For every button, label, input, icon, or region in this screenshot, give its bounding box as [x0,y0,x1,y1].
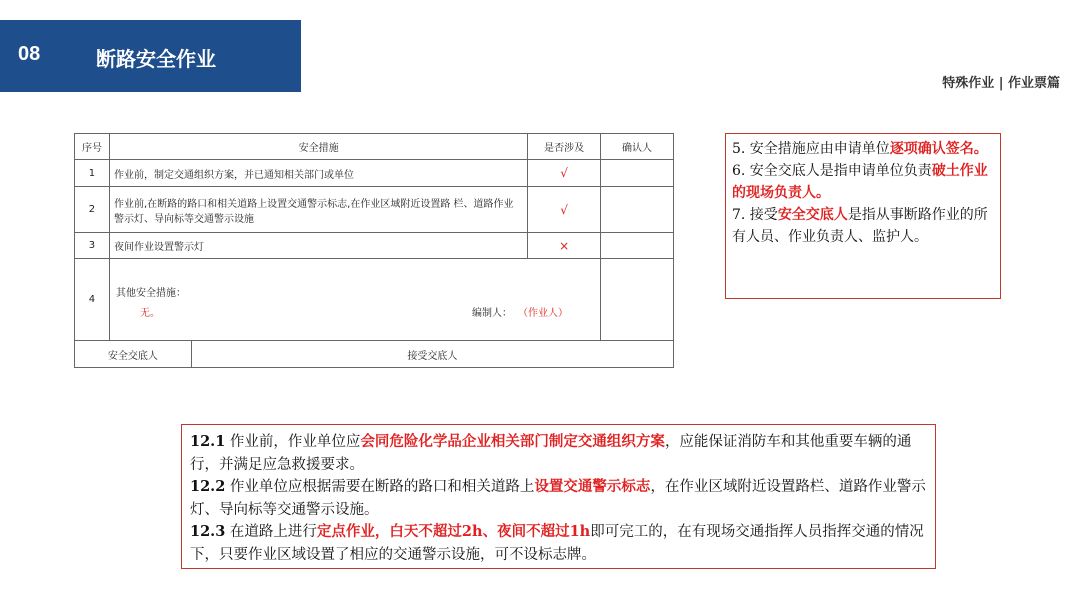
row-measure: 作业前，制定交通组织方案，并已通知相关部门或单位 [109,160,527,187]
regulation-12-2: 12.2 作业单位应根据需要在断路的路口和相关道路上设置交通警示标志，在作业区域附近设置路栏、道路作业警示灯、导向标等交通警示设施。 [190,478,926,518]
side-note [725,133,1001,299]
regulation-note [181,424,936,569]
table-row [75,160,674,187]
row-no: 3 [75,233,110,259]
row-no: 2 [75,187,110,233]
confirmer-cell[interactable] [601,233,674,259]
author-value: （作业人） [517,307,568,319]
section-number: 08 [18,43,41,65]
header-no: 序号 [75,134,110,160]
other-measures-cell [109,259,600,341]
other-measures-label: 其他安全措施： [115,287,186,299]
row-no: 1 [75,160,110,187]
briefing-receiver-label: 接受交底人 [191,341,673,368]
cross-mark: × [528,233,601,259]
confirmer-cell[interactable] [601,187,674,233]
check-mark: √ [528,160,601,187]
table-row [75,233,674,259]
note-item-7: 7. 接受安全交底人是指从事断路作业的所有人员、作业负责人、监护人。 [732,207,988,245]
header-measure: 安全措施 [109,134,527,160]
confirmer-cell[interactable] [601,259,674,341]
table-row-other [75,259,674,341]
table-header-row [75,134,674,160]
table-footer-row [75,341,674,368]
row-no: 4 [75,259,110,341]
table-row [75,187,674,233]
row-measure: 作业前,在断路的路口和相关道路上设置交通警示标志,在作业区域附近设置路 栏、道路作业警示灯、导向标等交通警示设施 [109,187,527,233]
safety-measures-table [74,133,674,368]
other-measures-value: 无。 [139,307,160,319]
author-label: 编制人： [471,307,512,319]
breadcrumb: 特殊作业 | 作业票篇 [942,76,1060,91]
section-header [0,20,301,92]
confirmer-cell[interactable] [601,160,674,187]
note-item-5: 5. 安全措施应由申请单位逐项确认签名。 [732,141,988,157]
section-title: 断路安全作业 [96,47,216,71]
safety-briefer-label: 安全交底人 [75,341,192,368]
check-mark: √ [528,187,601,233]
row-measure: 夜间作业设置警示灯 [109,233,527,259]
regulation-12-3: 12.3 在道路上进行定点作业，白天不超过2h、夜间不超过1h即可完工的，在有现场交通指挥人员指挥交通的情况下，只要作业区域设置了相应的交通警示设施，可不设标志牌。 [190,523,924,563]
note-item-6: 6. 安全交底人是指申请单位负责破土作业的现场负责人。 [732,163,988,201]
header-involved: 是否涉及 [528,134,601,160]
regulation-12-1: 12.1 作业前，作业单位应会同危险化学品企业相关部门制定交通组织方案，应能保证消防车和其他重要车辆的通行，并满足应急救援要求。 [190,433,912,473]
header-confirmer: 确认人 [601,134,674,160]
